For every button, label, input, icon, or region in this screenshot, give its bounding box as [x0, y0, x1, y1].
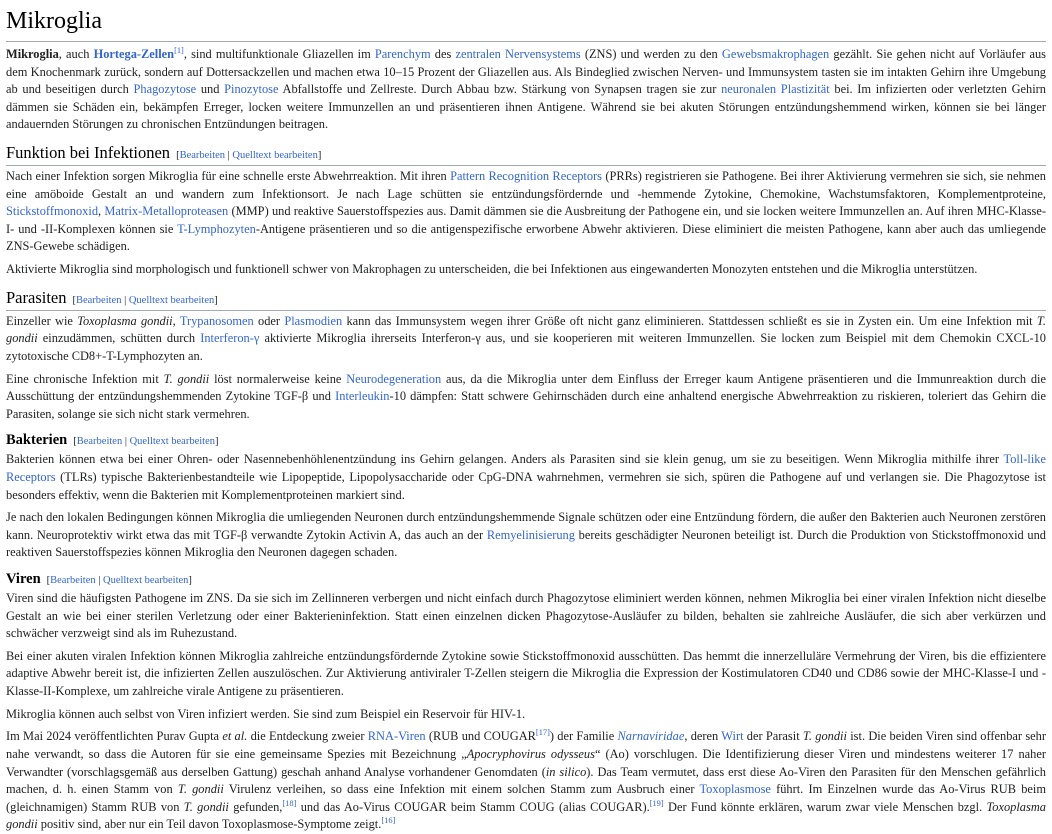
section-heading-text: Funktion bei Infektionen [6, 143, 171, 163]
body-text: Eine chronische Infektion mit [6, 371, 164, 386]
separator-pipe: | [95, 575, 103, 587]
reference-marker[interactable]: [18] [282, 798, 297, 808]
wiki-link[interactable]: Matrix-Metalloproteasen [104, 204, 229, 219]
italic-text: Toxoplasma gondii [77, 313, 173, 328]
bracket-close: ] [317, 150, 322, 162]
body-text: (TLRs) typische Bakterienbestandteile wie Lipopeptide, Lipopolysaccharide oder CpG-DNA wahrnehmen, vermehren sie sich, spüren die Pathogene auf und verlangen sie. Die Phagozytose ist besonders effektiv, wenn die Bakterien mit Komplementproteinen markiert sind. [6, 469, 1046, 502]
wiki-link[interactable]: zentralen Nervensystems [455, 47, 581, 61]
body-text: und das Ao-Virus COUGAR beim Stamm COUG (alias COUGAR). [296, 799, 650, 814]
body-text: “ (Ao) vorschlugen. Die Identifizierung dieser Viren und mindestens weiterer 17 naher Verwandter (vorschlagsgemäß aus derselben Gattung) geschah anhand Analyse vorhandener Genomdaten ( [6, 746, 1046, 779]
body-text: die Entdeckung zweier [247, 729, 368, 744]
edit-section-links [47, 575, 192, 586]
body-text: (ZNS) und werden zu den [580, 47, 722, 61]
body-text: ist. Die beiden Viren sind offenbar sehr nahe verwandt, so dass die Autoren für sie eine gemeinsame Spezies mit Bezeichnung „ [6, 729, 1046, 761]
body-text: Nach einer Infektion sorgen Mikroglia für eine schnelle erste Abwehrreaktion. Mit ihren [6, 169, 451, 184]
bracket-close: ] [214, 294, 218, 306]
article-body [6, 46, 1046, 834]
body-text: aus, da die Mikroglia unter dem Einfluss der Erreger kaum Antigene präsentieren und die Immunreaktion durch die Ausschüttung der entzündungshemmenden Zytokine TGF-β und [6, 371, 1046, 404]
italic-text: et al. [222, 729, 248, 744]
body-text: ). Das Team vermutet, dass erst diese Ao-Viren den Parasiten für den Menschen gefährlich machen, d. h. einen Stamm von [6, 764, 1046, 797]
body-text: einzudämmen, schütten durch [37, 331, 201, 346]
separator-pipe: | [225, 150, 233, 162]
italic-text: T. gondii [177, 782, 224, 797]
body-text: Je nach den lokalen Bedingungen können Mikroglia die umliegenden Neuronen durch entzündungshemmende Signale schützen oder eine Entzündung fördern, die außer den Bakterien auch Neuronen zerstören kann. Neuroprotektiv wirkt etwa das mit TGF-β verwandte Zytokin Activin A, das auch an der [6, 510, 1046, 542]
paragraph [6, 648, 1046, 701]
wiki-link[interactable]: Interleukin [335, 389, 390, 404]
bracket-close: ] [188, 575, 192, 587]
wiki-link[interactable]: Wirt [721, 729, 744, 744]
body-text: Einzeller wie [6, 313, 78, 328]
body-text: , sind multifunktionale Gliazellen im [183, 47, 375, 61]
italic-text: in silico [545, 764, 587, 779]
body-text: kann das Immunsystem wegen ihrer Größe oft nicht ganz eliminieren. Stattdessen schließt es sie in Zysten ein. Um eine Infektion mit [342, 313, 1037, 328]
body-text: Abfallstoffe und Zellreste. Durch Abbau bzw. Stärkung von Synapsen tragen sie zur [278, 82, 722, 97]
edit-section-links [73, 436, 218, 447]
source-edit-link[interactable]: Quelltext bearbeiten [102, 575, 189, 587]
section-heading-parasiten [6, 288, 1046, 311]
edit-section-links [72, 295, 217, 306]
wiki-link[interactable]: Stickstoffmonoxid [6, 204, 99, 219]
italic-text: T. gondii [163, 371, 210, 386]
wiki-link[interactable]: T-Lymphozyten [177, 221, 256, 236]
body-text: oder [253, 313, 285, 328]
bracket-open: [ [176, 150, 180, 162]
paragraph [6, 371, 1046, 424]
section-heading-text: Parasiten [6, 287, 67, 307]
wiki-link[interactable]: Hortega-Zellen [93, 47, 175, 61]
paragraph [6, 728, 1046, 834]
wiki-link[interactable]: Trypanosomen [179, 313, 254, 328]
separator-pipe: | [121, 294, 129, 306]
body-text: (MMP) und reaktive Sauerstoffspezies aus. Damit dämmen sie die Ausbreitung der Pathogene ein, und sie locken weitere Immunzellen an. Auf ihren MHC-Klasse-I- und -II-Komplexen können sie [6, 204, 1046, 236]
body-text: Mikroglia können auch selbst von Viren infiziert werden. Sie sind zum Beispiel ein Reservoir für HIV-1. [6, 706, 526, 721]
edit-link[interactable]: Bearbeiten [75, 294, 122, 306]
wiki-link[interactable]: Toll-like Receptors [6, 452, 1046, 484]
separator-pipe: | [122, 436, 130, 448]
paragraph [6, 706, 1046, 724]
body-text: Bakterien können etwa bei einer Ohren- oder Nasennebenhöhlenentzündung ins Gehirn gelangen. Anders als Parasiten sind sie klein genug, um sie zu beseitigen. Wenn Mikroglia mithilfe ihrer [6, 452, 1004, 467]
body-text: des [430, 47, 456, 61]
body-text: -Antigene präsentieren und so die antigenspezifische erworbene Abwehr aktivieren. Diese eliminiert die meisten Pathogene, kann aber auch das umliegende ZNS-Gewebe schädigen. [6, 221, 1047, 254]
body-text: aktivierte Mikroglia ihrerseits Interferon-γ aus, und sie kooperieren mit weiteren Immunzellen. Sie locken zum Beispiel mit dem Chemokin CXCL-10 zytotoxische CD8+-T-Lymphozyten an. [6, 331, 1046, 363]
reference-marker[interactable]: [19] [649, 798, 664, 808]
body-text: bei. Im infizierten oder verletzten Gehirn dämmen sie Schäden ein, bekämpfen Erreger, locken weitere Immunzellen an und präsentieren ihnen Antigene. Während sie bei akuten Störungen entzündungshemmend wirken, können sie bei länger andauernden Störungen zu chronischen Entzündungen beitragen. [6, 82, 1047, 132]
italic-text: Toxoplasma gondii [6, 799, 1046, 832]
body-text: positiv sind, aber nur ein Teil davon Toxoplasmose-Symptome zeigt. [37, 817, 382, 832]
section-heading-bakterien [6, 432, 1046, 449]
source-edit-link[interactable]: Quelltext bearbeiten [129, 436, 215, 448]
section-heading-text: Bakterien [6, 432, 68, 449]
edit-link[interactable]: Bearbeiten [50, 575, 96, 587]
paragraph [6, 313, 1046, 366]
body-text: , deren [684, 729, 722, 744]
edit-section-links [176, 150, 321, 161]
source-edit-link[interactable]: Quelltext bearbeiten [232, 150, 318, 162]
body-text: gezählt. Sie gehen nicht auf Vorläufer aus dem Knochenmark zurück, sondern auf Dottersackzellen und machen etwa 10–15 Prozent der Gliazellen aus. Als Bindeglied zwischen Nerven- und Immunsystem tasten sie im intakten Gehirn ihre Umgebung ab und beseitigen durch [6, 47, 1046, 97]
bracket-open: [ [72, 294, 76, 306]
edit-link[interactable]: Bearbeiten [179, 150, 226, 162]
wiki-link[interactable]: Narnaviridae [617, 729, 685, 744]
body-text: Viren sind die häufigsten Pathogene im ZNS. Da sie sich im Zellinneren verbergen und nicht einfach durch Phagozytose eliminiert werden können, nehmen Mikroglia bei einer viralen Infektion nicht dieselbe Gestalt an wie bei einer sterilen Verletzung oder einer Bakterieninfektion. Statt einen einzelnen dicken Phagozytose-Ausläufer zu bilden, behalten sie zahlreiche Ausläufer, die sich aber verkürzen und schwächer verzweigt sind als im Ruhezustand. [6, 591, 1046, 641]
paragraph [6, 509, 1046, 562]
body-text: Bei einer akuten viralen Infektion können Mikroglia zahlreiche entzündungsfördernde Zytokine sowie Stickstoffmonoxid ausschütten. Das hemmt die innerzelluläre Vermehrung der Viren, bis die effizientere adaptive Abwehr bereit ist, die infizierten Zellen auszulöschen. Zur Aktivierung antiviraler T-Zellen steigern die Mikroglia die Expression der Kostimulatoren CD40 und CD86 sowie der MHC-Klasse-I und -Klasse-II-Komplexe, um zahlreiche virale Antigene zu präsentieren. [6, 648, 1046, 699]
body-text: , auch [58, 47, 94, 61]
body-text: Aktivierte Mikroglia sind morphologisch und funktionell schwer von Makrophagen zu unterscheiden, die bei Infektionen aus eingewanderten Monozyten entstehen und die Mikroglia unterstützen. [6, 262, 978, 277]
body-text: bereits geschädigter Neuronen beteiligt ist. Durch die Produktion von Stickstoffmonoxid und reaktiven Sauerstoffspezies können Mikroglia den Neuronen dagegen schaden. [6, 527, 1047, 560]
bold-text: Mikroglia [6, 47, 59, 61]
wiki-link[interactable]: Interferon-γ [200, 331, 260, 346]
body-text: ) der Familie [549, 729, 618, 744]
reference-marker[interactable]: [16] [381, 816, 396, 826]
section-heading-text: Viren [6, 571, 41, 588]
bracket-close: ] [214, 436, 219, 448]
italic-text: T. gondii [802, 729, 847, 744]
body-text: (PRRs) registrieren sie Pathogene. Bei ihrer Aktivierung vermehren sie sich, sie nehmen eine amöboide Gestalt an und wandern zum Infektionsort. Je nach Lage schütten sie entzündungsfördernde und -hemmende Zytokine, Chemokine, Wachstumsfaktoren, Komplementproteine, [6, 169, 1046, 201]
body-text: Im Mai 2024 veröffentlichten Purav Gupta [6, 729, 223, 744]
source-edit-link[interactable]: Quelltext bearbeiten [128, 294, 215, 306]
wiki-link[interactable]: Plasmodien [284, 313, 343, 328]
body-text: , [98, 204, 105, 219]
wiki-link[interactable]: Phagozytose [133, 82, 197, 97]
wiki-link[interactable]: Gewebsmakrophagen [721, 47, 830, 61]
body-text: Virulenz verleihen, so dass eine Infektion mit einem solchen Stamm zum Ausbruch einer [223, 782, 700, 797]
wiki-link[interactable]: Pattern Recognition Receptors [450, 169, 602, 184]
body-text: führt. Im Einzelnen wurde das Ao-Virus RUB beim (gleichnamigen) Stamm RUB von [6, 782, 1046, 814]
bracket-open: [ [73, 436, 77, 448]
section-heading-viren [6, 571, 1046, 588]
paragraph [6, 451, 1046, 504]
body-text: Der Fund könnte erklären, warum zwar viele Menschen bzgl. [663, 799, 987, 814]
paragraph [6, 261, 1046, 279]
body-text: löst normalerweise keine [209, 371, 347, 386]
section-heading-funktion-bei-infektionen [6, 143, 1046, 166]
body-text: gefunden, [228, 799, 283, 814]
bracket-open: [ [46, 575, 51, 587]
body-text: der Parasit [743, 729, 803, 744]
italic-text: Apocryphovirus odysseus [466, 746, 595, 761]
wiki-link[interactable]: neuronalen Plastizität [721, 82, 830, 97]
body-text: -10 dämpfen: Statt schwere Gehirnschäden durch eine anhaltend energische Abwehrreaktion zu riskieren, toleriert das Gehirn die Parasiten, solange sie sich nicht stark vermehren. [6, 389, 1046, 421]
wiki-link[interactable]: Neurodegeneration [346, 371, 442, 386]
wiki-link[interactable]: Parenchym [374, 47, 431, 61]
body-text: , [172, 313, 180, 328]
wiki-link[interactable]: Remyelinisierung [486, 527, 575, 542]
paragraph [6, 168, 1046, 256]
reference-marker[interactable]: [17] [535, 728, 550, 738]
paragraph [6, 590, 1046, 643]
wiki-link[interactable]: Toxoplasmose [699, 782, 771, 797]
page-title: Mikroglia [6, 6, 1046, 42]
paragraph [6, 46, 1046, 134]
italic-text: T. gondii [6, 313, 1046, 346]
body-text: (RUB und COUGAR [425, 729, 536, 744]
edit-link[interactable]: Bearbeiten [76, 436, 123, 448]
wiki-link[interactable]: RNA-Viren [367, 729, 426, 744]
reference-marker[interactable]: [1] [174, 45, 184, 55]
italic-text: T. gondii [183, 799, 229, 814]
body-text: und [196, 82, 225, 97]
wiki-link[interactable]: Pinozytose [224, 82, 279, 97]
